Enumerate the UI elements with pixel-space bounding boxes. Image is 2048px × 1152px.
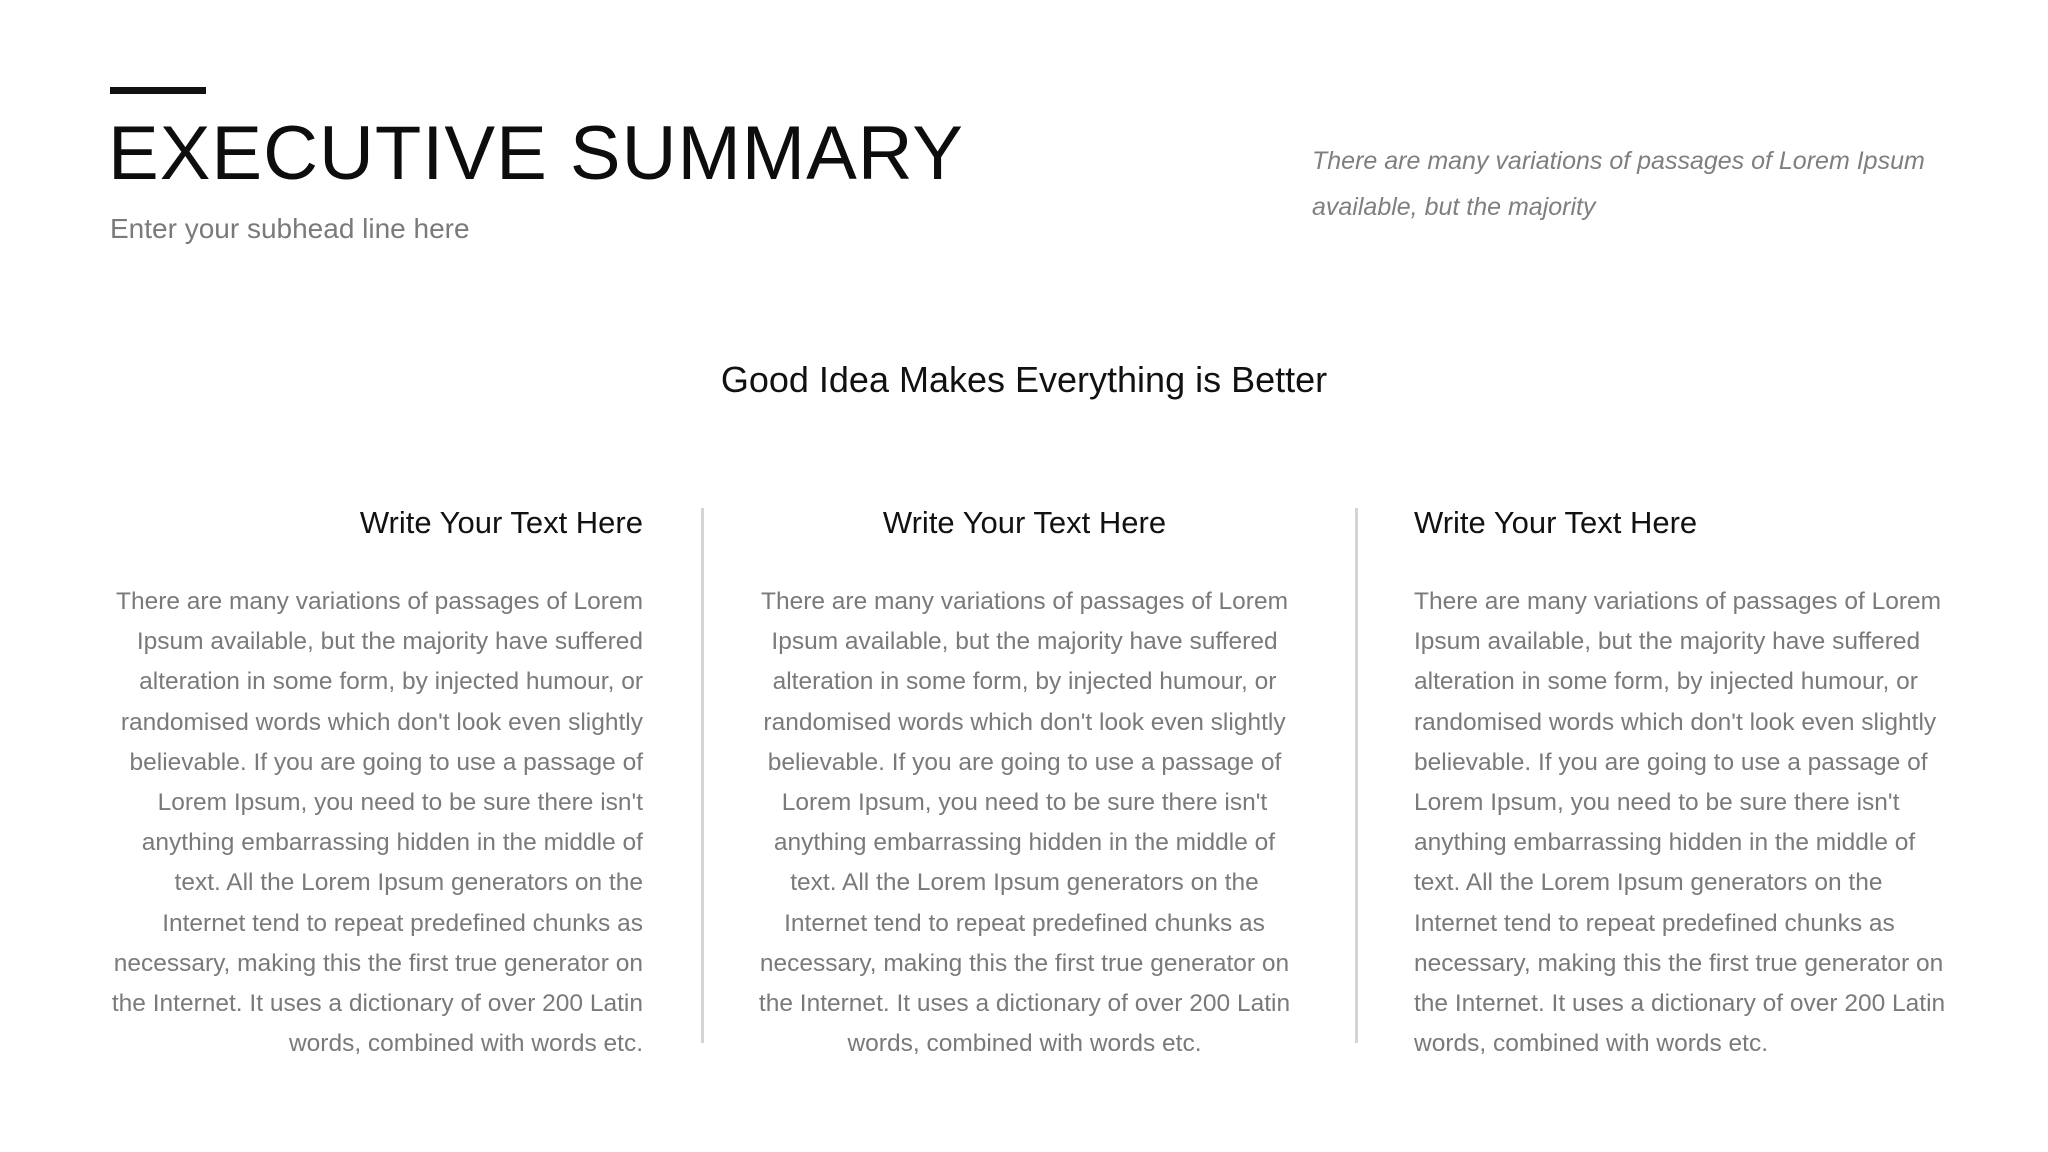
column-body: There are many variations of passages of Lorem Ipsum available, but the majority have suffered alteration in some form, by injected humour, or randomised words which don't look even slightly believable. If you are going to use a passage of Lorem Ipsum, you need to be sure there isn't anything embarrassing hidden in the middle of text. All the Lorem Ipsum generators on the Internet tend to repeat predefined chunks as necessary, making this the first true generator on the Internet. It uses a dictionary of over 200 Latin words, combined with words etc. [758, 588, 1291, 1058]
title-accent-bar [110, 87, 206, 94]
column-heading: Write Your Text Here [882, 505, 1167, 540]
intro-text: There are many variations of passages of Lorem Ipsum available, but the majority [1312, 147, 1925, 221]
text-column-center [757, 502, 1292, 1064]
section-title: Good Idea Makes Everything is Better [720, 359, 1328, 400]
column-heading: Write Your Text Here [359, 505, 643, 540]
column-divider [1355, 508, 1358, 1043]
text-column-right [1414, 502, 1949, 1064]
column-body: There are many variations of passages of Lorem Ipsum available, but the majority have suffered alteration in some form, by injected humour, or randomised words which don't look even slightly believable. If you are going to use a passage of Lorem Ipsum, you need to be sure there isn't anything embarrassing hidden in the middle of text. All the Lorem Ipsum generators on the Internet tend to repeat predefined chunks as necessary, making this the first true generator on the Internet. It uses a dictionary of over 200 Latin words, combined with words etc. [111, 588, 643, 1058]
column-heading: Write Your Text Here [1414, 505, 1698, 540]
page-subhead: Enter your subhead line here [110, 213, 470, 244]
column-divider [701, 508, 704, 1043]
text-column-left [108, 502, 643, 1064]
column-body: There are many variations of passages of Lorem Ipsum available, but the majority have suffered alteration in some form, by injected humour, or randomised words which don't look even slightly believable. If you are going to use a passage of Lorem Ipsum, you need to be sure there isn't anything embarrassing hidden in the middle of text. All the Lorem Ipsum generators on the Internet tend to repeat predefined chunks as necessary, making this the first true generator on the Internet. It uses a dictionary of over 200 Latin words, combined with words etc. [1414, 588, 1946, 1058]
page-title: EXECUTIVE SUMMARY [108, 111, 964, 196]
